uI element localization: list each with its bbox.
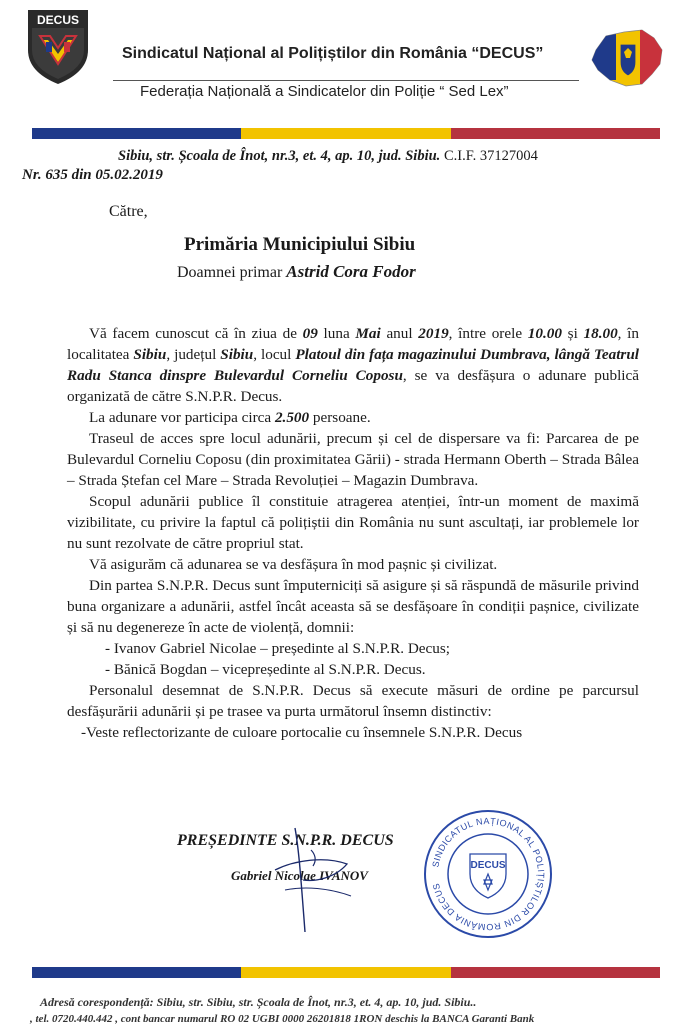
event-day: 09 — [302, 325, 318, 342]
stamp-ring-text: SINDICATUL NAȚIONAL AL POLIȚIȘTILOR DIN ROMÂNIA DECUS — [430, 815, 547, 933]
event-month: Mai — [355, 325, 381, 342]
paragraph-insignia: Personalul desemnat de S.N.P.R. Decus să execute măsuri de ordine pe parcursul desfășurării adunării și pe trasee va purta următorul însemn distinctiv: — [67, 682, 639, 720]
recipient-line — [177, 262, 416, 282]
handwritten-signature — [255, 820, 375, 940]
delegate-item: - Ivanov Gabriel Nicolae – președinte al S.N.P.R. Decus; — [105, 640, 451, 657]
recipient-institution: Primăria Municipiului Sibiu — [184, 234, 416, 255]
signature-name: Gabriel Nicolae IVANOV — [231, 868, 368, 883]
letter-body — [67, 323, 639, 743]
greeting: Către, — [109, 203, 148, 220]
recipient-name: Astrid Cora Fodor — [286, 262, 416, 281]
header-divider — [113, 80, 579, 81]
event-city: Sibiu — [133, 346, 167, 363]
tricolor-band-top — [32, 128, 660, 139]
participant-count: 2.500 — [274, 409, 310, 426]
federation-name: Federația Națională a Sindicatelor din Poliție “ Sed Lex” — [140, 83, 509, 100]
cif-number: C.I.F. 37127004 — [443, 148, 538, 164]
end-time: 18.00 — [583, 325, 618, 342]
event-year: 2019 — [418, 325, 449, 342]
footer-address: Adresă corespondență: Sibiu, str. Sibiu, str. Școala de Înot, nr.3, et. 4, ap. 10, jud. Sibiu.. — [40, 995, 477, 1009]
start-time: 10.00 — [527, 325, 562, 342]
decus-logo-text: DECUS — [36, 13, 80, 27]
official-stamp — [422, 808, 554, 940]
paragraph-assurance: Vă asigurăm că adunarea se va desfășura în mod pașnic și civilizat. — [89, 556, 498, 573]
stamp-center-text: DECUS — [470, 860, 506, 871]
recipient-title: Doamnei primar — [177, 264, 283, 281]
decus-logo — [24, 6, 92, 86]
tricolor-band-bottom — [32, 967, 660, 978]
registration-number: Nr. 635 din 05.02.2019 — [22, 167, 163, 183]
delegate-item: - Bănică Bogdan – vicepreședinte al S.N.P.R. Decus. — [105, 661, 426, 678]
address-text: Sibiu, str. Școala de Înot, nr.3, et. 4, ap. 10, jud. Sibiu. — [118, 148, 441, 164]
footer-bank: , tel. 0720.440.442 , cont bancar numarul RO 02 UGBI 0000 26201818 1RON deschis la BANCA Garanti Bank — [30, 1013, 535, 1025]
organization-name: Sindicatul Național al Polițiștilor din România “DECUS” — [122, 45, 544, 62]
paragraph-participants: La adunare vor participa circa 2.500 persoane. — [89, 409, 371, 426]
paragraph-purpose: Scopul adunării publice îl constituie atragerea atenției, într-un moment de maximă vizibilitate, cu privire la faptul că polițiștii din România nu sunt ascultați, iar problemele lor nu sunt rezolvate de către propriul stat. — [67, 493, 639, 552]
signature-title: PREȘEDINTE S.N.P.R. DECUS — [177, 832, 394, 849]
paragraph-announcement: Vă facem cunoscut că în ziua de 09 luna Mai anul 2019, între orele 10.00 și 18.00, în localitatea Sibiu, județul Sibiu, locul Platoul din fața magazinului Dumbrava, lângă Teatrul Radu Stanca dinspre Bulevardul Corneliu Coposu, se va desfășura o adunare publică organizată de către S.N.P.R. Decus. — [67, 325, 639, 405]
address-line — [118, 148, 538, 165]
insignia-item: -Veste reflectorizante de culoare portocalie cu însemnele S.N.P.R. Decus — [81, 724, 523, 741]
paragraph-delegates: Din partea S.N.P.R. Decus sunt împuterniciți să asigure și să răspundă de măsurile privind buna organizare a adunării, astfel încât aceasta să se desfășoare în condiții pașnice, civilizate și să nu degenereze în acte de violență, domnii: — [67, 577, 639, 636]
paragraph-route: Traseul de acces spre locul adunării, precum și cel de dispersare va fi: Parcarea de pe Bulevardul Corneliu Coposu (din proximitatea Gării) - strada Hermann Oberth – Strada Bâlea – Strada Ștefan cel Mare – Strada Revoluției – Magazin Dumbrava. — [67, 430, 639, 489]
romania-map-emblem — [590, 28, 668, 90]
event-place: Platoul din fața magazinului Dumbrava, lângă Teatrul Radu Stanca dinspre Bulevardul Corneliu Coposu — [67, 346, 639, 384]
event-county: Sibiu — [220, 346, 254, 363]
